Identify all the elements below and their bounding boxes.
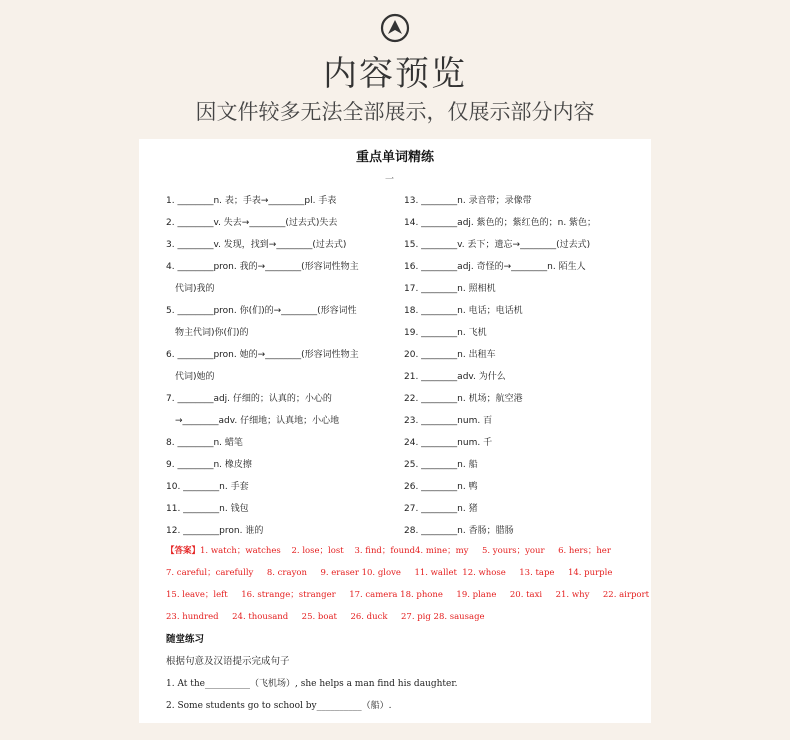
vocab-item: 7. ________adj. 仔细的；认真的；小心的 [166,394,332,404]
answer-line: 7. careful；carefully 8. crayon 9. eraser 10. glove 11. wallet 12. whose 13. tape 14. purple [166,568,613,578]
vocab-item: 14. ________adj. 紫色的；紫红色的；n. 紫色； [404,218,597,228]
answer-text: 1. watch；watches 2. lose；lost 3. find；found4. mine；my 5. yours；your 6. hers；her [200,546,611,556]
vocab-item: 1. ________n. 表；手表→________pl. 手表 [166,196,337,206]
document-preview [139,139,651,723]
vocab-item: 24. ________num. 千 [404,438,493,448]
vocab-item: 18. ________n. 电话；电话机 [404,306,523,316]
vocab-item: 6. ________pron. 她的→________(形容词性物主 [166,350,359,360]
vocab-item: 21. ________adv. 为什么 [404,372,506,382]
vocab-item: 13. ________n. 录音带；录像带 [404,196,532,206]
practice-instruction: 根据句意及汉语提示完成句子 [166,656,290,667]
vocab-item: 2. ________v. 失去→________(过去式)失去 [166,218,338,228]
document-title: 重点单词精练 [355,150,434,165]
vocab-item-continuation: →________adv. 仔细地；认真地；小心地 [175,416,340,426]
vocab-item-continuation: 代词)她的 [175,372,215,382]
vocab-item: 8. ________n. 蜡笔 [166,438,243,448]
vocab-item: 17. ________n. 照相机 [404,284,496,294]
vocab-item-continuation: 物主代词)你(们)的 [175,328,249,338]
practice-sentence: 1. At the__________（飞机场）, she helps a man find his daughter. [166,679,458,689]
section-number: 一 [385,175,395,185]
answer-line [166,545,611,557]
vocab-item: 10. ________n. 手套 [166,482,249,492]
vocab-item: 22. ________n. 机场；航空港 [404,394,523,404]
vocab-item: 9. ________n. 橡皮擦 [166,460,252,470]
vocab-item: 23. ________num. 百 [404,416,493,426]
answer-label: 【答案】 [166,546,201,556]
vocab-item: 11. ________n. 钱包 [166,504,249,514]
vocab-item: 28. ________n. 香肠；腊肠 [404,526,514,536]
page-title: 内容预览 [323,54,467,94]
vocab-item: 20. ________n. 出租车 [404,350,496,360]
vocab-item: 27. ________n. 猪 [404,504,478,514]
vocab-item: 26. ________n. 鸭 [404,482,478,492]
vocab-item: 15. ________v. 丢下；遗忘→________(过去式) [404,240,591,250]
answer-line: 15. leave；left 16. strange；stranger 17. camera 18. phone 19. plane 20. taxi 21. why 22. airport [166,590,650,600]
vocab-item: 25. ________n. 船 [404,460,478,470]
practice-heading: 随堂练习 [166,634,205,645]
vocab-item: 16. ________adj. 奇怪的→________n. 陌生人 [404,262,586,272]
page-subtitle: 因文件较多无法全部展示，仅展示部分内容 [195,100,595,124]
practice-sentence: 2. Some students go to school by__________（船）. [166,701,392,711]
answer-line: 23. hundred 24. thousand 25. boat 26. duck 27. pig 28. sausage [166,612,485,622]
vocab-item-continuation: 代词)我的 [175,284,215,294]
vocab-item: 5. ________pron. 你(们)的→________(形容词性 [166,306,357,316]
vocab-item: 19. ________n. 飞机 [404,328,487,338]
navigation-arrow-icon [380,13,410,43]
vocab-item: 3. ________v. 发现，找到→________(过去式) [166,240,347,250]
vocab-item: 4. ________pron. 我的→________(形容词性物主 [166,262,359,272]
vocab-item: 12. ________pron. 谁的 [166,526,264,536]
